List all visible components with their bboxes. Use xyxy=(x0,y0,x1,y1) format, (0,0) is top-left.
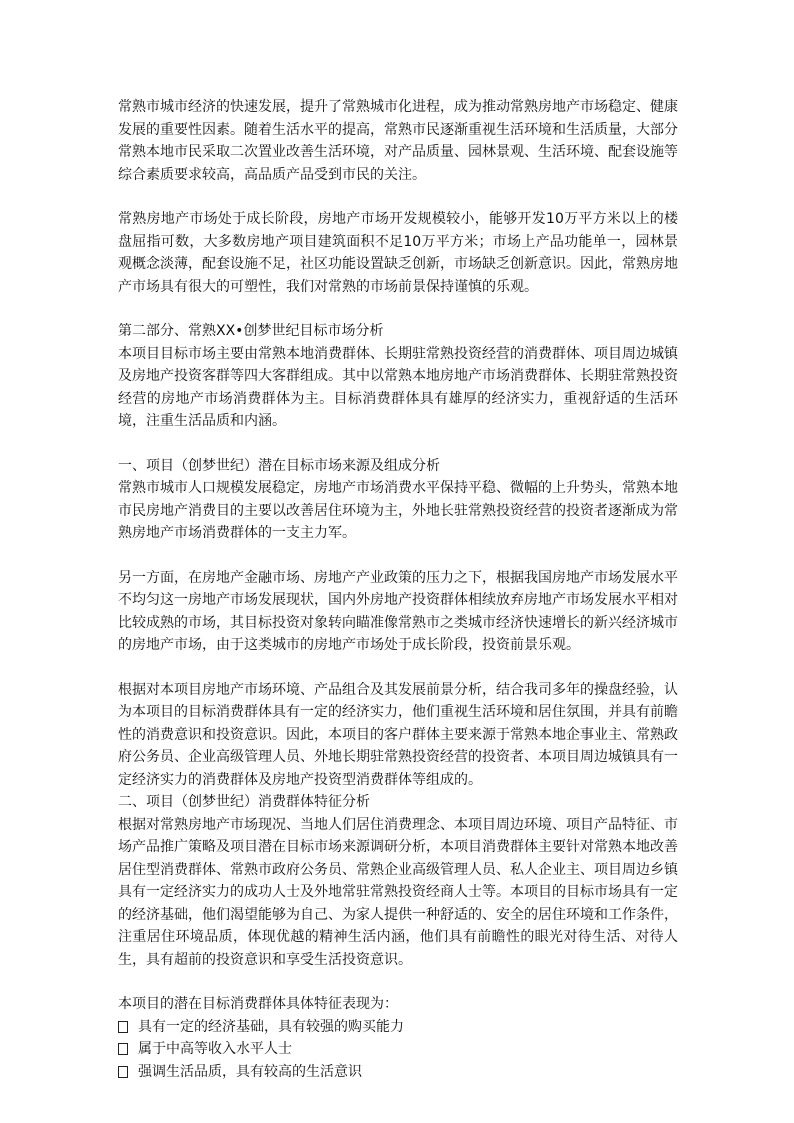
checkbox-bullet-icon xyxy=(118,1066,128,1078)
paragraph-gap xyxy=(118,545,678,567)
paragraph-gap xyxy=(118,298,678,320)
list-item xyxy=(118,1038,678,1061)
paragraph-gap xyxy=(118,657,678,679)
list-item-text: 具有一定的经济基础，具有较强的购买能力 xyxy=(138,1018,404,1035)
list-item-text: 属于中高等收入水平人士 xyxy=(138,1041,292,1057)
paragraph-gap xyxy=(118,433,678,455)
heading-section-one: 一、项目（创梦世纪）潜在目标市场来源及组成分析 xyxy=(118,457,440,474)
paragraph-gap xyxy=(118,186,678,208)
paragraph-gap xyxy=(118,971,678,993)
list-item xyxy=(118,1061,678,1084)
paragraph-intro: 常熟市城市经济的快速发展，提升了常熟城市化进程，成为推动常熟房地产市场稳定、健康发展的重要性因素。随着生活水平的提高，常熟市民逐渐重视生活环境和生活质量，大部分常熟本地市民采取二次置业改善生活环境，对产品质量、园林景观、生活环境、配套设施等综合素质要求较高，高品质产品受到市民的关注。 xyxy=(118,99,678,183)
checkbox-bullet-icon xyxy=(118,1021,128,1033)
document-page xyxy=(118,96,678,1083)
feature-list xyxy=(118,1016,678,1084)
paragraph-feature-intro: 本项目的潜在目标消费群体具体特征表现为： xyxy=(118,996,398,1012)
list-item xyxy=(118,1016,678,1039)
paragraph-finance-policy: 另一方面，在房地产金融市场、房地产产业政策的压力之下，根据我国房地产市场发展水平不均匀这一房地产市场发展现状，国内外房地产投资群体相续放弃房地产市场发展水平相对比较成熟的市场，其目标投资对象转向瞄准像常熟市之类城市经济快速增长的新兴经济城市的房地产市场，由于这类城市的房地产市场处于成长阶段，投资前景乐观。 xyxy=(118,569,678,653)
paragraph-population: 常熟市城市人口规模发展稳定，房地产市场消费水平保持平稳、微幅的上升势头，常熟本地市民房地产消费目的主要以改善居住环境为主，外地长驻常熟投资经营的投资者逐渐成为常熟房地产市场消费群体的一支主力军。 xyxy=(118,480,678,541)
list-item-text: 强调生活品质，具有较高的生活意识 xyxy=(138,1063,362,1080)
heading-section-two: 二、项目（创梦世纪）消费群体特征分析 xyxy=(118,794,370,810)
paragraph-consumer-features: 根据对常熟房地产市场现况、当地人们居住消费理念、本项目周边环境、项目产品特征、市场产品推广策略及项目潜在目标市场来源调研分析，本项目消费群体主要针对常熟本地改善居住型消费群体、常熟市政府公务员、常熟企业高级管理人员、私人企业主、项目周边乡镇具有一定经济实力的成功人士及外地常驻常熟投资经商人士等。本项目的目标市场具有一定的经济基础，他们渴望能够为自己、为家人提供一种舒适的、安全的居住环境和工作条件，注重居住环境品质，体现优越的精神生活内涵，他们具有前瞻性的眼光对待生活、对待人生，具有超前的投资意识和享受生活投资意识。 xyxy=(118,816,678,968)
checkbox-bullet-icon xyxy=(118,1043,128,1055)
paragraph-customer-sources: 根据对本项目房地产市场环境、产品组合及其发展前景分析，结合我司多年的操盘经验，认为本项目的目标消费群体具有一定的经济实力，他们重视生活环境和居住氛围，并具有前瞻性的消费意识和投资意识。因此，本项目的客户群体主要来源于常熟本地企事业主、常熟政府公务员、企业高级管理人员、外地长期驻常熟投资经营的投资者、本项目周边城镇具有一定经济实力的消费群体及房地产投资型消费群体等组成的。 xyxy=(118,681,678,788)
heading-part-two: 第二部分、常熟XX•创梦世纪目标市场分析 xyxy=(118,323,384,339)
paragraph-target-market: 本项目目标市场主要由常熟本地消费群体、长期驻常熟投资经营的消费群体、项目周边城镇及房地产投资客群等四大客群组成。其中以常熟本地房地产市场消费群体、长期驻常熟投资经营的房地产市场消费群体为主。目标消费群体具有雄厚的经济实力，重视舒适的生活环境，注重生活品质和内涵。 xyxy=(118,345,678,429)
paragraph-market-stage: 常熟房地产市场处于成长阶段，房地产市场开发规模较小，能够开发10万平方米以上的楼盘屈指可数，大多数房地产项目建筑面积不足10万平方米；市场上产品功能单一，园林景观概念淡薄，配套设施不足，社区功能设置缺乏创新，市场缺乏创新意识。因此，常熟房地产市场具有很大的可塑性，我们对常熟的市场前景保持谨慎的乐观。 xyxy=(118,211,678,295)
